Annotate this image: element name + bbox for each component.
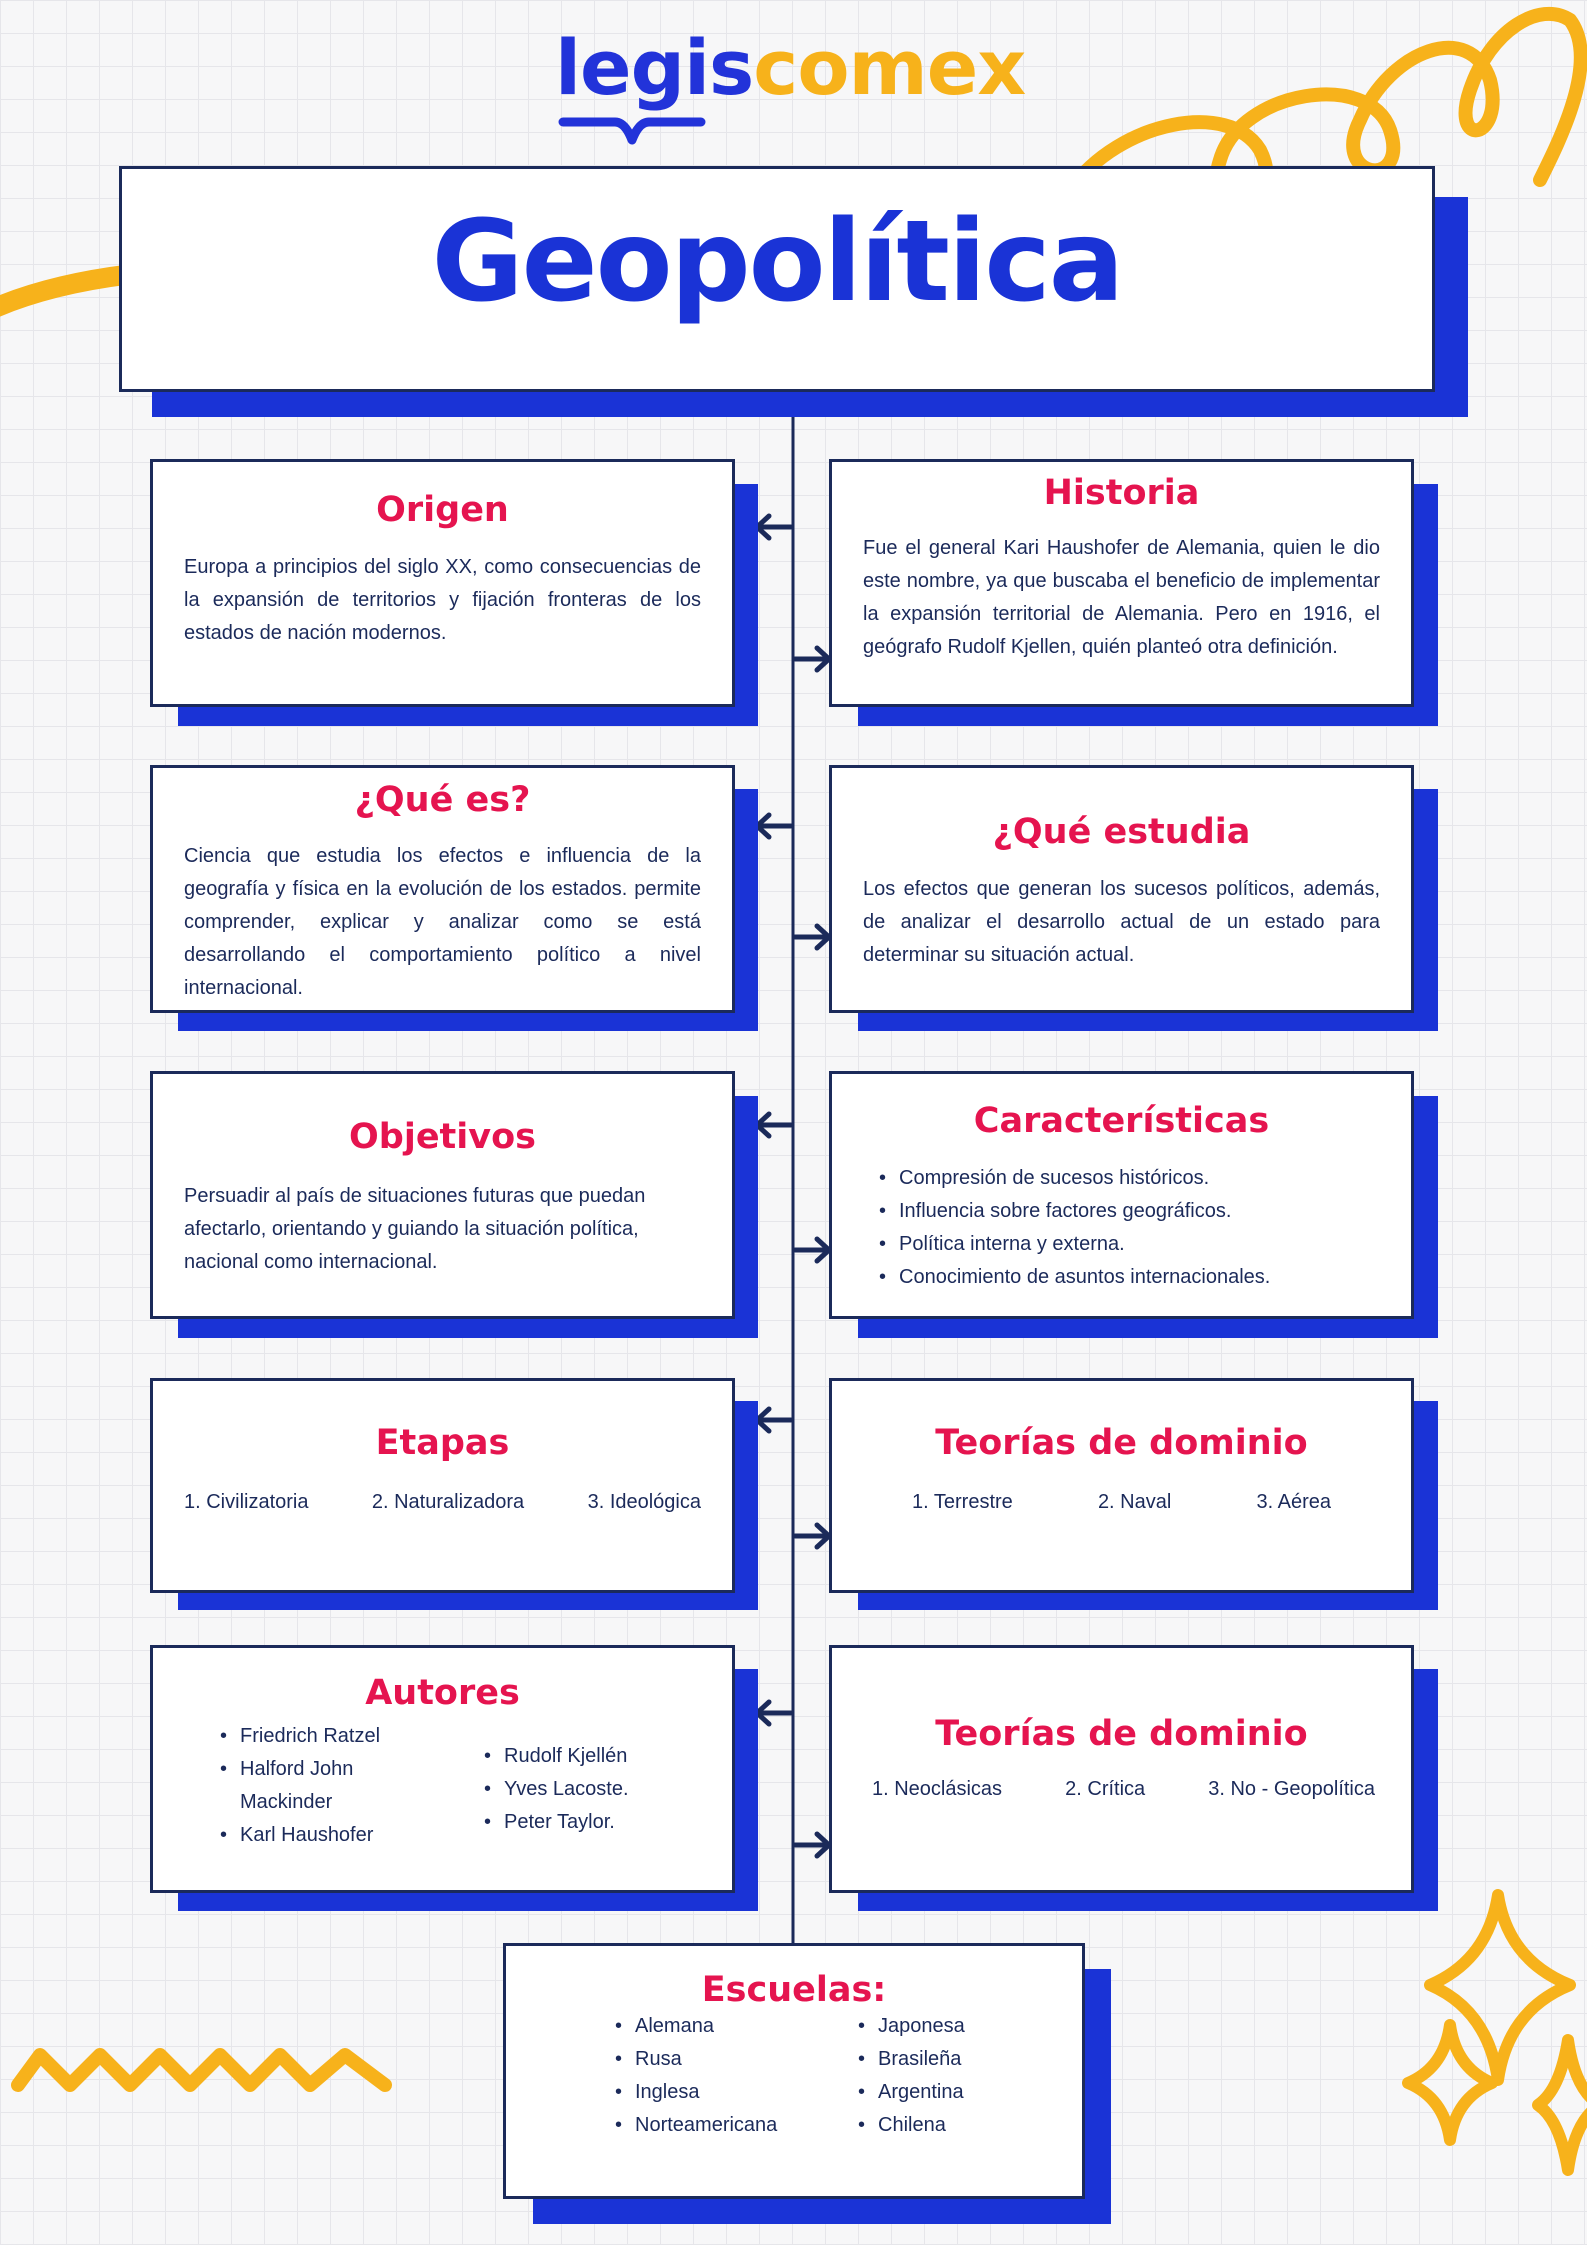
list-item: • Norteamericana [613, 2109, 777, 2142]
card-que-es-body: Ciencia que estudia los efectos e influencia de la geografía y física en la evolución de los estados. permite comprender, explicar y analizar como se está desarrollando el comportamiento político a nivel internacional. [184, 845, 701, 999]
list-item: • Inglesa [613, 2076, 777, 2109]
autores-list-col1 [218, 1720, 398, 1852]
card-teorias-dominio-2 [829, 1645, 1414, 1893]
arrow-right-icon [795, 926, 829, 948]
logo-part-legis: legis [555, 23, 754, 112]
card-historia [829, 459, 1414, 707]
list-item: • Japonesa [856, 2010, 965, 2043]
list-item: 2. Naval [1097, 1491, 1172, 1513]
list-item: • Halford John Mackinder [218, 1753, 398, 1819]
sparkle-edge-icon [1538, 2040, 1587, 2170]
card-objetivos-body: Persuadir al país de situaciones futuras que puedan afectarlo, orientando y guiando la situación política, nacional como internacional. [184, 1185, 646, 1273]
card-objetivos-title: Objetivos [349, 1117, 536, 1157]
card-que-es-title: ¿Qué es? [354, 780, 531, 820]
list-item: 2. Naturalizadora [371, 1491, 525, 1513]
card-que-estudia-body: Los efectos que generan los sucesos políticos, además, de analizar el desarrollo actual de un estado para determinar su situación actual. [863, 878, 1380, 966]
card-origen [150, 459, 735, 707]
sparkle-large-icon [1430, 1895, 1570, 2080]
card-autores-title: Autores [365, 1673, 520, 1713]
etapas-list [153, 1491, 732, 1514]
list-item: • Karl Haushofer [218, 1819, 398, 1852]
logo-part-comex: comex [753, 23, 1026, 112]
card-historia-title: Historia [1043, 473, 1200, 513]
card-etapas [150, 1378, 735, 1593]
list-item: 1. Terrestre [912, 1491, 1013, 1513]
card-teorias-dominio [829, 1378, 1414, 1593]
list-item: 2. Crítica [1065, 1778, 1146, 1800]
list-item: 3. Ideológica [587, 1491, 701, 1513]
sparkle-small-icon [1408, 2025, 1492, 2140]
bottom-left-zigzag-decoration [18, 2055, 385, 2085]
teorias-dominio-list [832, 1491, 1411, 1514]
card-etapas-title: Etapas [375, 1423, 510, 1463]
card-escuelas-title: Escuelas: [701, 1970, 887, 2010]
card-teorias-dominio-2-title: Teorías de dominio [935, 1714, 1308, 1754]
card-objetivos [150, 1071, 735, 1319]
list-item: • Política interna y externa. [877, 1228, 1270, 1261]
card-origen-title: Origen [376, 490, 509, 530]
arrow-left-icon [757, 1409, 791, 1431]
card-historia-body: Fue el general Kari Haushofer de Alemania, quien le dio este nombre, ya que buscaba el beneficio de implementar la expansión territorial de Alemania. Pero en 1916, el geógrafo Rudolf Kjellen, quién planteó otra definición. [863, 537, 1380, 658]
list-item: • Rusa [613, 2043, 777, 2076]
teorias-dominio-2-list [832, 1778, 1411, 1801]
title-box [119, 166, 1435, 392]
list-item: 1. Neoclásicas [872, 1778, 1003, 1800]
list-item: • Friedrich Ratzel [218, 1720, 398, 1753]
arrow-right-icon [795, 648, 829, 670]
escuelas-list-col2 [856, 2010, 965, 2142]
arrow-left-icon [757, 1114, 791, 1136]
card-caracteristicas-title: Características [973, 1101, 1270, 1141]
list-item: • Peter Taylor. [482, 1806, 629, 1839]
list-item: • Alemana [613, 2010, 777, 2043]
list-item: 3. No - Geopolítica [1208, 1778, 1375, 1800]
timeline-arrows [757, 516, 829, 1856]
legiscomex-logo [555, 18, 1035, 158]
arrow-right-icon [795, 1239, 829, 1261]
card-que-estudia-title: ¿Qué estudia [992, 812, 1251, 852]
arrow-left-icon [757, 516, 791, 538]
list-item: • Argentina [856, 2076, 965, 2109]
list-item: • Conocimiento de asuntos internacionales. [877, 1261, 1270, 1294]
arrow-left-icon [757, 815, 791, 837]
card-teorias-dominio-title: Teorías de dominio [935, 1423, 1308, 1463]
page-title: Geopolítica [431, 197, 1123, 327]
arrow-left-icon [757, 1702, 791, 1724]
card-origen-body: Europa a principios del siglo XX, como consecuencias de la expansión de territorios y fijación fronteras de los estados de nación modernos. [184, 556, 701, 644]
list-item: • Influencia sobre factores geográficos. [877, 1195, 1270, 1228]
arrow-right-icon [795, 1525, 829, 1547]
list-item: • Compresión de sucesos históricos. [877, 1162, 1270, 1195]
card-que-estudia [829, 765, 1414, 1013]
card-caracteristicas [829, 1071, 1414, 1319]
open-book-icon [557, 114, 707, 152]
card-escuelas [503, 1943, 1085, 2199]
list-item: • Chilena [856, 2109, 965, 2142]
card-caracteristicas-list [877, 1162, 1270, 1294]
list-item: • Yves Lacoste. [482, 1773, 629, 1806]
card-que-es [150, 765, 735, 1013]
list-item: 3. Aérea [1256, 1491, 1331, 1513]
arrow-right-icon [795, 1834, 829, 1856]
list-item: 1. Civilizatoria [184, 1491, 309, 1513]
list-item: • Rudolf Kjellén [482, 1740, 629, 1773]
escuelas-list-col1 [613, 2010, 777, 2142]
card-autores [150, 1645, 735, 1893]
list-item: • Brasileña [856, 2043, 965, 2076]
autores-list-col2 [482, 1740, 629, 1839]
